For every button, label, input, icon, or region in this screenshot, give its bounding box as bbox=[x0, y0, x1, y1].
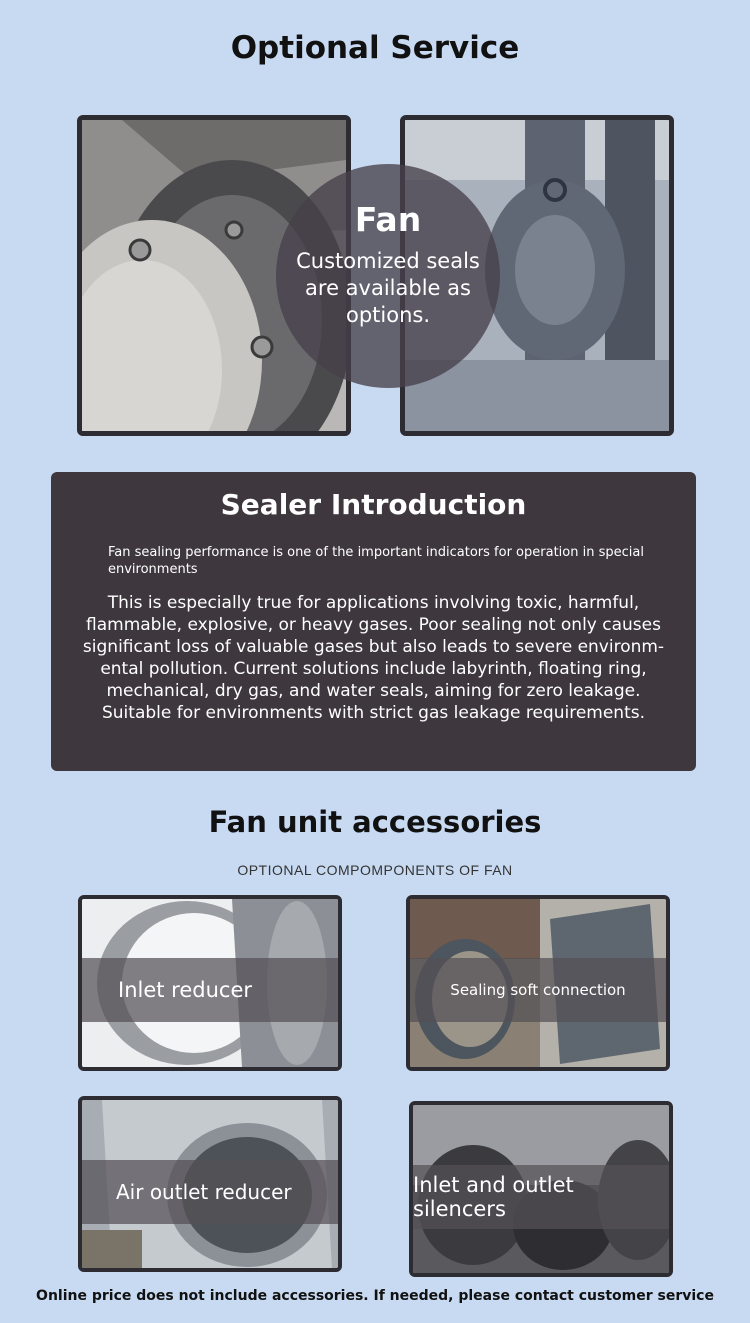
accessory-label: Inlet reducer bbox=[82, 958, 338, 1022]
footer-note: Online price does not include accessories. If needed, please contact customer service bbox=[36, 1288, 714, 1304]
sealer-title: Sealer Introduction bbox=[220, 488, 527, 521]
sealer-subtitle: Fan sealing performance is one of the important indicators for operation in special environments bbox=[108, 545, 644, 577]
sealer-introduction-panel bbox=[51, 472, 696, 771]
accessory-label: Sealing soft connection bbox=[410, 958, 666, 1022]
optional-service-title: Optional Service bbox=[230, 30, 520, 66]
accessory-card-sealing-soft-connection bbox=[406, 895, 670, 1071]
accessory-card-inlet-reducer bbox=[78, 895, 342, 1071]
accessories-title: Fan unit accessories bbox=[208, 805, 542, 839]
fan-overlay-circle bbox=[276, 164, 500, 388]
accessory-card-air-outlet-reducer bbox=[78, 1096, 342, 1272]
accessories-subtitle: OPTIONAL COMPOMPONENTS OF FAN bbox=[237, 862, 513, 878]
accessory-label: Air outlet reducer bbox=[82, 1160, 338, 1224]
overlay-title: Fan bbox=[354, 200, 422, 239]
accessory-label: Inlet and outlet silencers bbox=[413, 1165, 669, 1229]
accessory-card-inlet-outlet-silencers bbox=[409, 1101, 673, 1277]
overlay-text: Customized seals are available as options. bbox=[296, 249, 480, 327]
sealer-body: This is especially true for applications involving toxic, harmful, flammable, explosive, or heavy gases. Poor sealing not only causes significant loss of valuable gases but also leads to severe environm-ental pollution. Current solutions include labyrinth, floating ring, mechanical, dry gas, and water seals, aiming for zero leakage. Suitable for environments with strict gas leakage requirements. bbox=[82, 593, 665, 723]
